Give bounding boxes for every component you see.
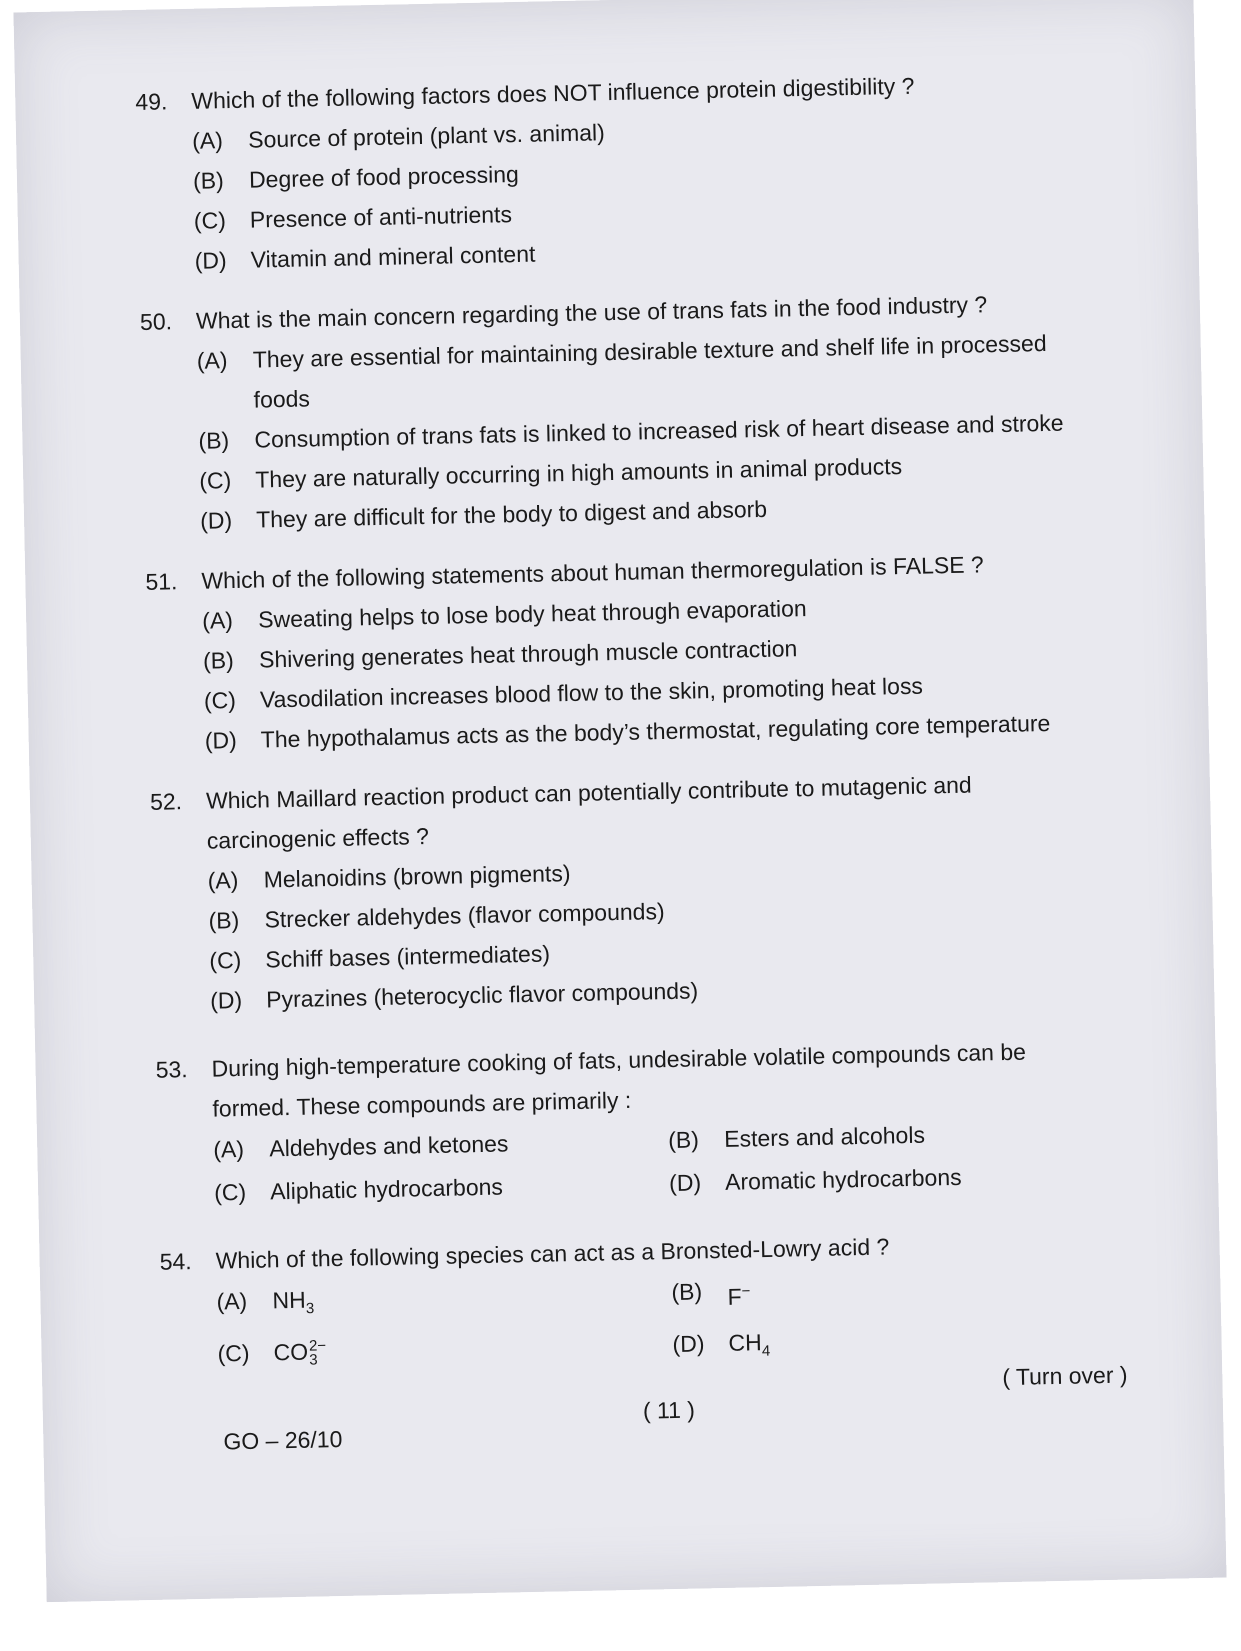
page-number: ( 11 ) (642, 1396, 696, 1424)
question-number: 52. (149, 788, 183, 815)
question-text: Which of the following species can act as a Bronsted-Lowry acid ? (215, 1233, 890, 1274)
question-text: What is the main concern regarding the use of trans fats in the food industry ? (195, 291, 988, 334)
option-b: (B) F− (671, 1278, 751, 1310)
option-d: (D) Pyrazines (heterocyclic flavor compounds) (209, 977, 699, 1014)
formula-f-minus: F− (727, 1282, 751, 1310)
question-54 (159, 1222, 1092, 1385)
option-b: (B) Degree of food processing (192, 160, 520, 194)
options-grid (213, 1110, 1089, 1214)
option-c: (C) Vasodilation increases blood flow to the skin, promoting heat loss (203, 672, 924, 714)
question-text: During high-temperature cooking of fats, undesirable volatile compounds can be formed. These compounds are primarily : (211, 1038, 1027, 1122)
option-c: (C) Presence of anti-nutrients (193, 201, 513, 234)
option-d: (D) Vitamin and mineral content (194, 240, 536, 274)
question-number: 50. (139, 308, 173, 335)
option-a: (A) Melanoidins (brown pigments) (207, 860, 571, 894)
paper-code: GO – 26/10 (223, 1425, 343, 1455)
question-text: Which of the following statements about human thermoregulation is FALSE ? (201, 551, 984, 594)
options-grid (216, 1262, 1092, 1383)
option-b: (B) Esters and alcohols (667, 1121, 926, 1154)
option-c: (C) CO 2− 3 (217, 1336, 327, 1369)
option-c: (C) They are naturally occurring in high amounts in animal products (199, 453, 903, 494)
option-d: (D) The hypothalamus acts as the body’s thermostat, regulating core temperature (204, 709, 1051, 754)
option-b: (B) Consumption of trans fats is linked to increased risk of heart disease and stroke (198, 409, 1064, 454)
option-a: (A) $NH_3$ (216, 1286, 315, 1318)
option-c: (C) Schiff bases (intermediates) (209, 940, 551, 974)
question-number: 53. (155, 1056, 188, 1083)
question-number: 49. (135, 88, 168, 115)
question-49 (135, 63, 1069, 282)
question-number: 51. (145, 568, 178, 595)
option-b: (B) Strecker aldehydes (flavor compounds) (208, 898, 665, 934)
question-52 (150, 762, 1085, 1021)
question-number: 54. (159, 1248, 192, 1275)
question-text: Which of the following factors does NOT influence protein digestibility ? (191, 72, 915, 114)
question-text: Which Maillard reaction product can potentially contribute to mutagenic and carcinogenic effects ? (205, 771, 972, 854)
option-a: (A) They are essential for maintaining desirable texture and shelf life in processed foods (196, 329, 1047, 413)
turn-over-note: ( Turn over ) (1002, 1361, 1128, 1391)
formula-nh3: $NH_3$ (272, 1286, 315, 1318)
question-50 (140, 282, 1075, 541)
option-a: (A) Sweating helps to lose body heat through evaporation (201, 595, 807, 634)
formula-ch4: $CH_4$ (728, 1328, 771, 1360)
option-b: (B) Shivering generates heat through muscle contraction (202, 635, 798, 674)
option-a: (A) Source of protein (plant vs. animal) (191, 119, 606, 154)
question-51 (145, 542, 1079, 761)
formula-co3: CO 2− 3 (273, 1336, 327, 1369)
option-c: (C) Aliphatic hydrocarbons (213, 1173, 504, 1206)
question-53 (155, 1030, 1088, 1215)
option-d: (D) They are difficult for the body to digest and absorb (199, 495, 768, 534)
exam-page (13, 0, 1226, 1602)
option-d: (D) $CH_4$ (672, 1328, 771, 1360)
option-d: (D) Aromatic hydrocarbons (668, 1163, 962, 1197)
option-a: (A) Aldehydes and ketones (213, 1130, 509, 1163)
